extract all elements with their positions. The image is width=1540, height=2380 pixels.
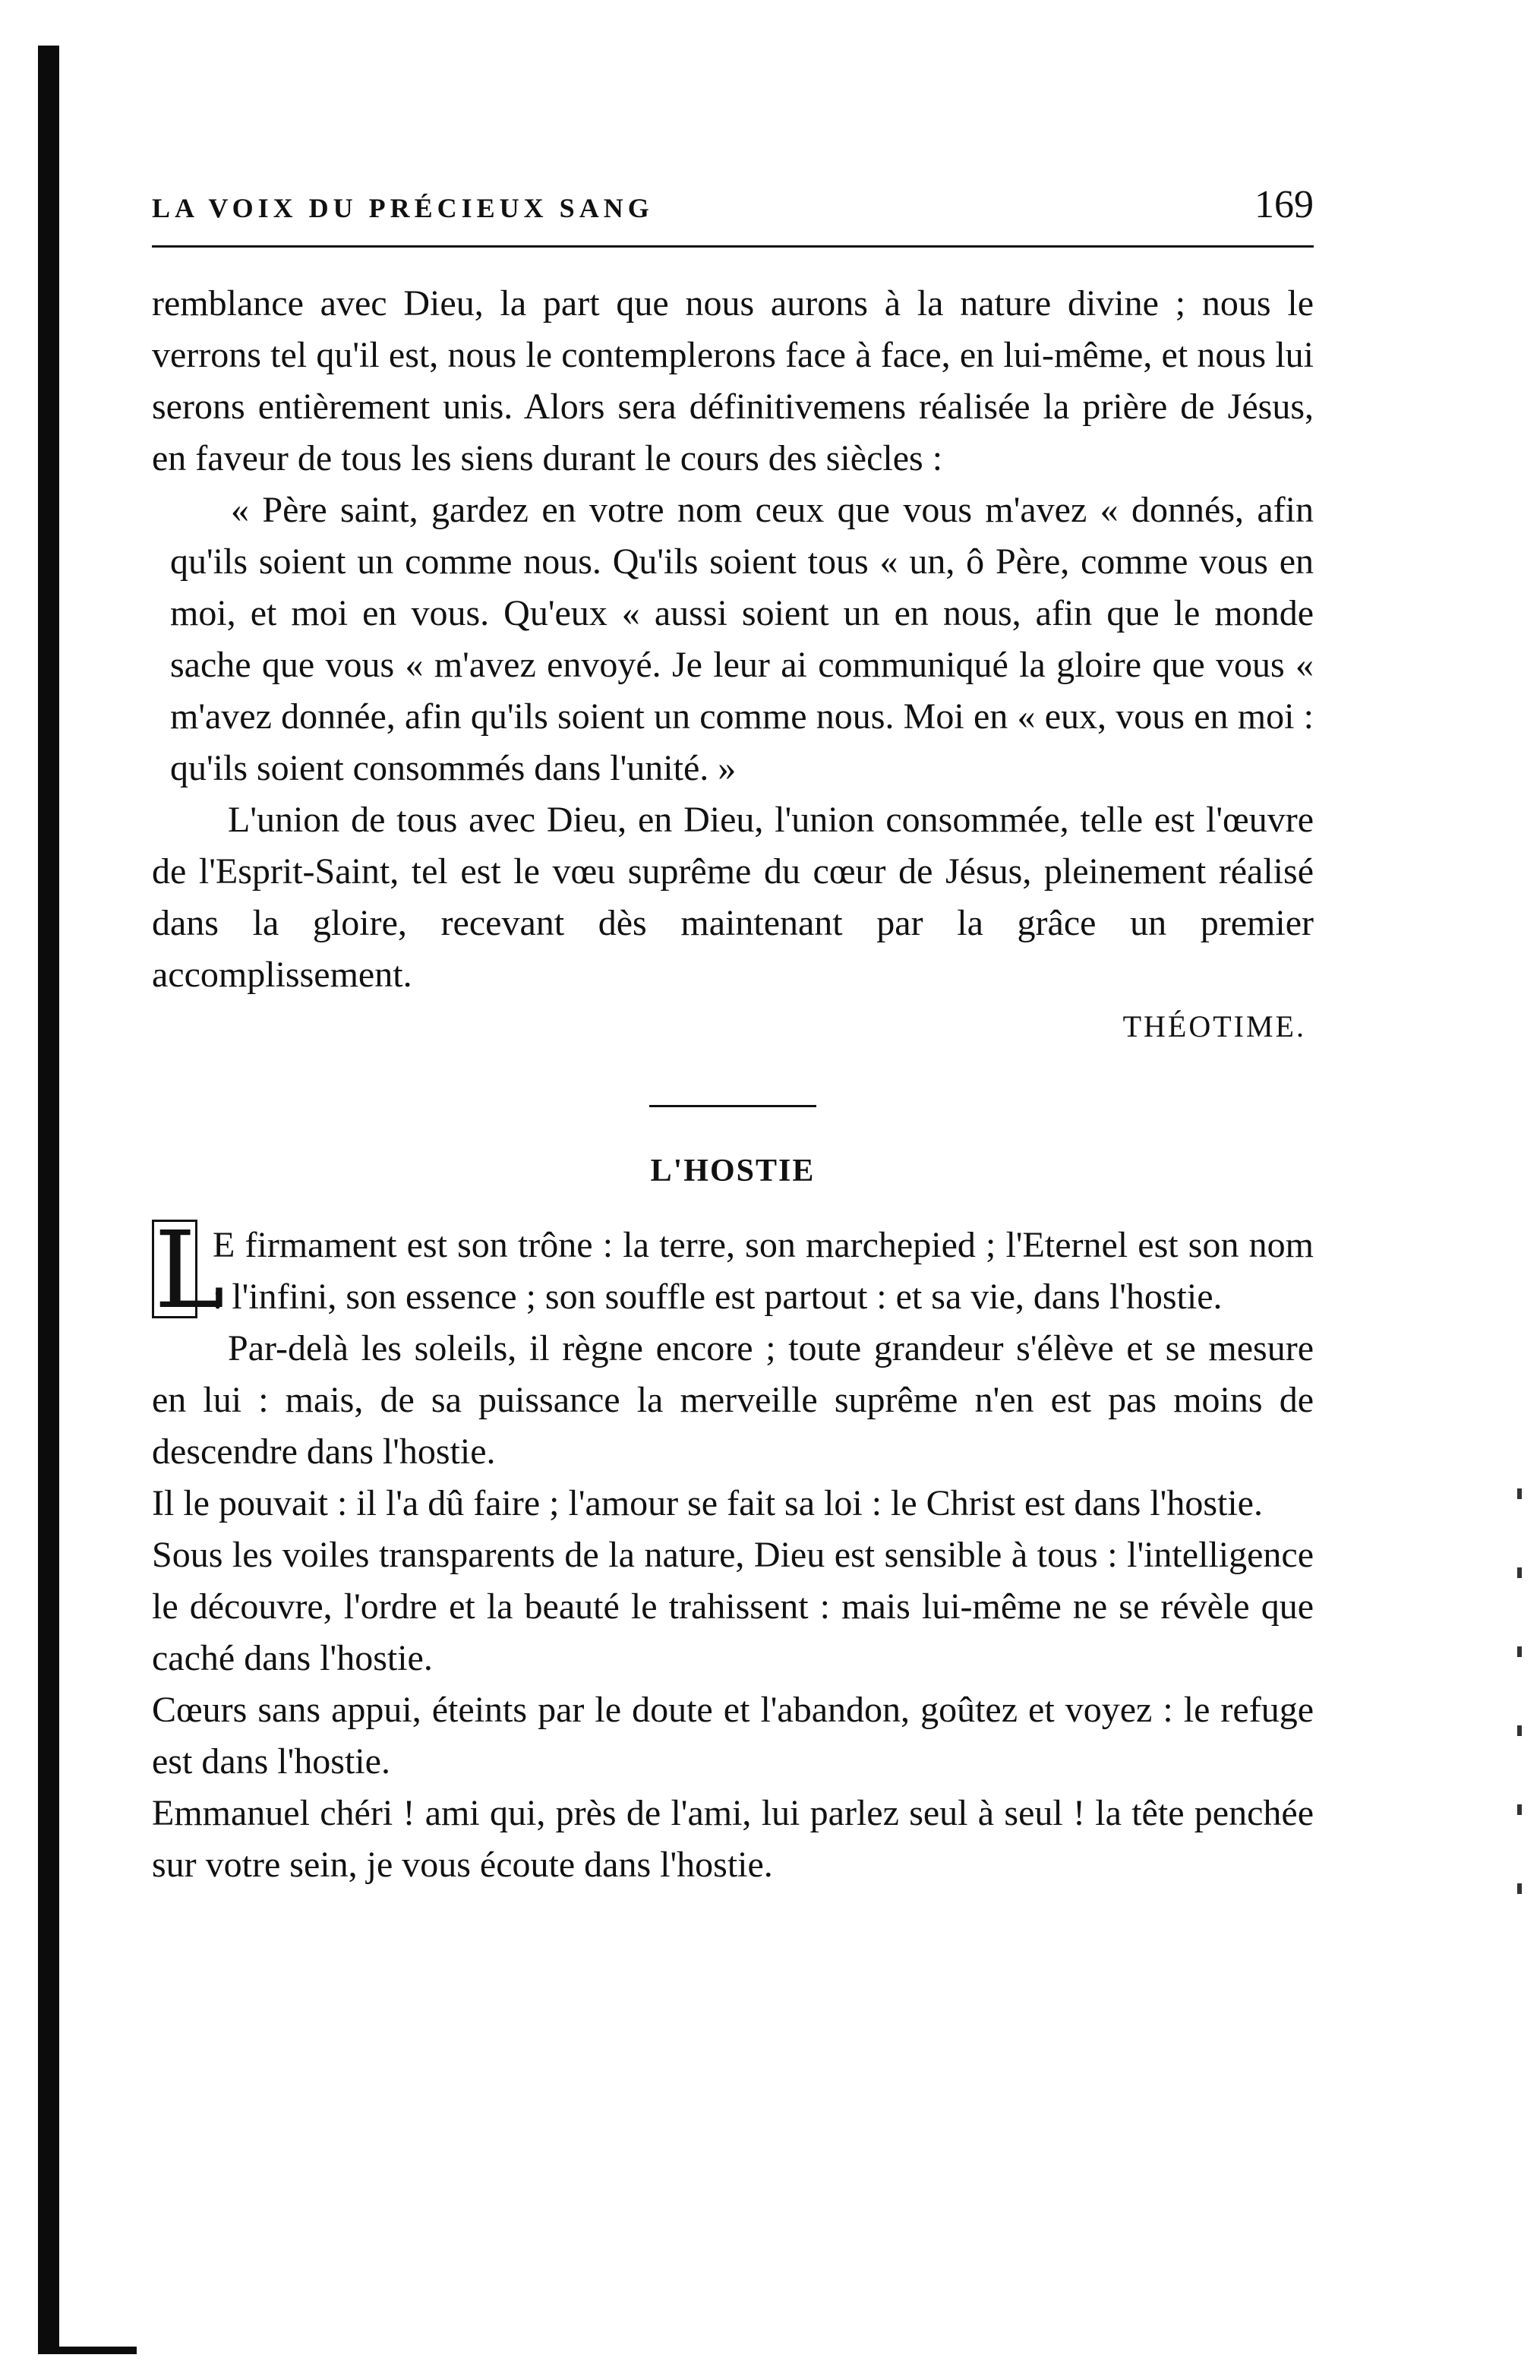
paragraph: Cœurs sans appui, éteints par le doute et l'abandon, goûtez et voyez : le refuge est dans l'hostie.	[152, 1690, 1314, 1782]
header-rule	[152, 245, 1314, 248]
paragraph-continuation: remblance avec Dieu, la part que nous aurons à la nature divine ; nous le verrons tel qu'il est, nous le contemplerons face à face, en lui-même, et nous lui serons entièrement unis. Alors sera définitivemens réalisée la prière de Jésus, en faveur de tous les siens durant le cours des siècles :	[152, 283, 1314, 478]
running-title: LA VOIX DU PRÉCIEUX SANG	[152, 193, 654, 223]
paragraph: Par-delà les soleils, il règne encore ; toute grandeur s'élève et se mesure en lui : mais, de sa puissance la merveille suprême n'en est pas moins de descendre dans l'hostie.	[152, 1328, 1314, 1472]
scan-artifacts	[1517, 1488, 1526, 2172]
paragraph-union: L'union de tous avec Dieu, en Dieu, l'union consommée, telle est l'œuvre de l'Esprit-Saint, tel est le vœu suprême du cœur de Jésus, pleinement réalisé dans la gloire, recevant dès maintenant par la grâce un premier accomplissement.	[152, 800, 1314, 995]
book-page	[152, 182, 1314, 1891]
paragraph: Emmanuel chéri ! ami qui, près de l'ami, lui parlez seul à seul ! la tête penchée sur votre sein, je vous écoute dans l'hostie.	[152, 1793, 1314, 1885]
drop-cap: L	[152, 1220, 197, 1318]
binding-shadow-foot	[46, 2347, 137, 2354]
quotation-text: « Père saint, gardez en votre nom ceux que vous m'avez « donnés, afin qu'ils soient un comme nous. Qu'ils soient tous « un, ô Père, comme vous en moi, et moi en vous. Qu'eux « aussi soient un en nous, afin que le monde sache que vous « m'avez envoyé. Je leur ai communiqué la gloire que vous « m'avez donnée, afin qu'ils soient un comme nous. Moi en « eux, vous en moi : qu'ils soient consommés dans l'unité. »	[170, 490, 1314, 788]
paragraph: Il le pouvait : il l'a dû faire ; l'amour se fait sa loi : le Christ est dans l'hostie.	[152, 1483, 1263, 1523]
first-paragraph-text: E firmament est son trône : la terre, son marchepied ; l'Eternel est son nom : l'infini, son essence ; son souffle est partout : et sa vie, dans l'hostie.	[213, 1225, 1314, 1317]
page-number: 169	[1254, 183, 1314, 226]
quotation-block	[152, 485, 1314, 794]
section-separator	[649, 1105, 816, 1107]
running-head	[152, 182, 1314, 245]
author-signature: THÉOTIME.	[1122, 1009, 1306, 1043]
paragraph: Sous les voiles transparents de la nature, Dieu est sensible à tous : l'intelligence le découvre, l'ordre et la beauté le trahissent : mais lui-même ne se révèle que caché dans l'hostie.	[152, 1535, 1314, 1678]
binding-shadow	[38, 46, 59, 2354]
section-first-paragraph	[152, 1209, 1314, 1333]
section-title: L'HOSTIE	[650, 1154, 816, 1188]
